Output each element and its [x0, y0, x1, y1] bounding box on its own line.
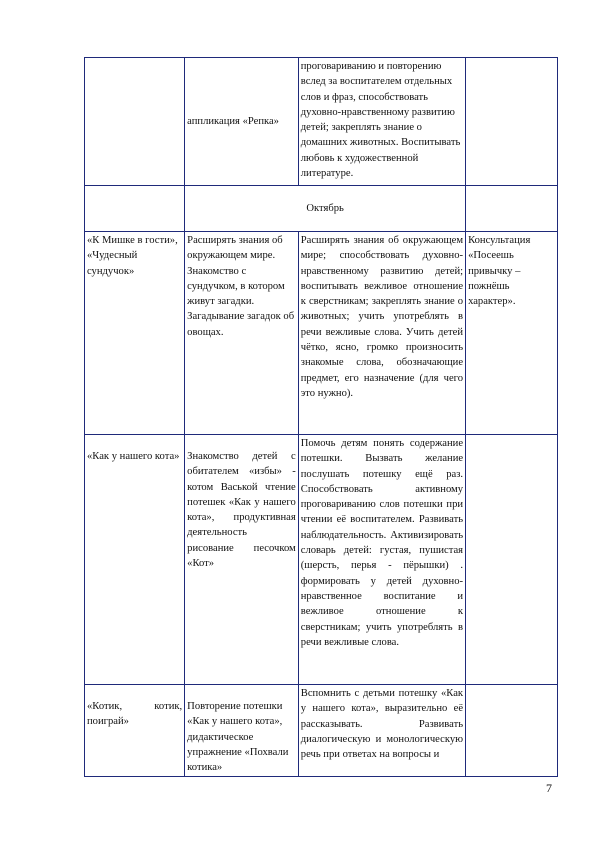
cell-topic: «Как у нашего кота»	[85, 435, 185, 685]
cell-goals: Помочь детям понять содержание потешки. Вызвать желание послушать потешку ещё раз. Способствовать активному проговариванию слов потешки при чтении её воспитателем. Развивать наблюдательность. Активизировать словарь детей: густая, пушистая (шерсть, перья - пёрышки) . формировать у детей духовно-нравственное воспитание и вежливое отношение к сверстникам; учить употреблять в речи вежливые слова.	[298, 435, 465, 685]
cell-parents	[466, 685, 558, 777]
cell-empty	[85, 186, 185, 232]
table-row	[85, 435, 558, 685]
page-number: 7	[546, 781, 552, 795]
cell-parents	[466, 58, 558, 186]
month-heading: Октябрь	[185, 186, 466, 232]
cell-parents: Консультация «Посеешь привычку – пожнёшь характер».	[466, 232, 558, 435]
plan-table	[84, 57, 558, 777]
cell-activity: Расширять знания об окружающем мире. Знакомство с сундучком, в котором живут загадки. Загадывание загадок об овощах.	[185, 232, 299, 435]
cell-activity: Повторение потешки «Как у нашего кота», дидактическое упражнение «Похвали котика»	[185, 685, 299, 777]
table-row	[85, 58, 558, 186]
cell-goals: Расширять знания об окружающем мире; способствовать духовно-нравственному развитию детей; воспитывать вежливое отношение к сверстникам; закреплять знание о животных; учить употреблять в речи вежливые слова. Учить детей чётко, ясно, громко произносить знакомые слова, обозначающие предмет, его назначение (для чего это нужно).	[298, 232, 465, 435]
table-row	[85, 685, 558, 777]
cell-activity: аппликация «Репка»	[185, 58, 299, 186]
cell-topic	[85, 58, 185, 186]
cell-parents	[466, 435, 558, 685]
cell-topic: «Котик, котик, поиграй»	[85, 685, 185, 777]
cell-goals: проговариванию и повторению вслед за воспитателем отдельных слов и фраз, способствовать духовно-нравственному развитию детей; закреплять знание о домашних животных. Воспитывать любовь к художественной литературе.	[298, 58, 465, 186]
cell-empty	[466, 186, 558, 232]
cell-activity: Знакомство детей с обитателем «избы» - котом Васькой чтение потешек «Как у нашего кота», продуктивная деятельность рисование песочком «Кот»	[185, 435, 299, 685]
table-row	[85, 232, 558, 435]
month-row	[85, 186, 558, 232]
cell-goals: Вспомнить с детьми потешку «Как у нашего кота», выразительно её рассказывать. Развивать диалогическую и монологическую речь при ответах на вопросы и	[298, 685, 465, 777]
cell-topic: «К Мишке в гости», «Чудесный сундучок»	[85, 232, 185, 435]
